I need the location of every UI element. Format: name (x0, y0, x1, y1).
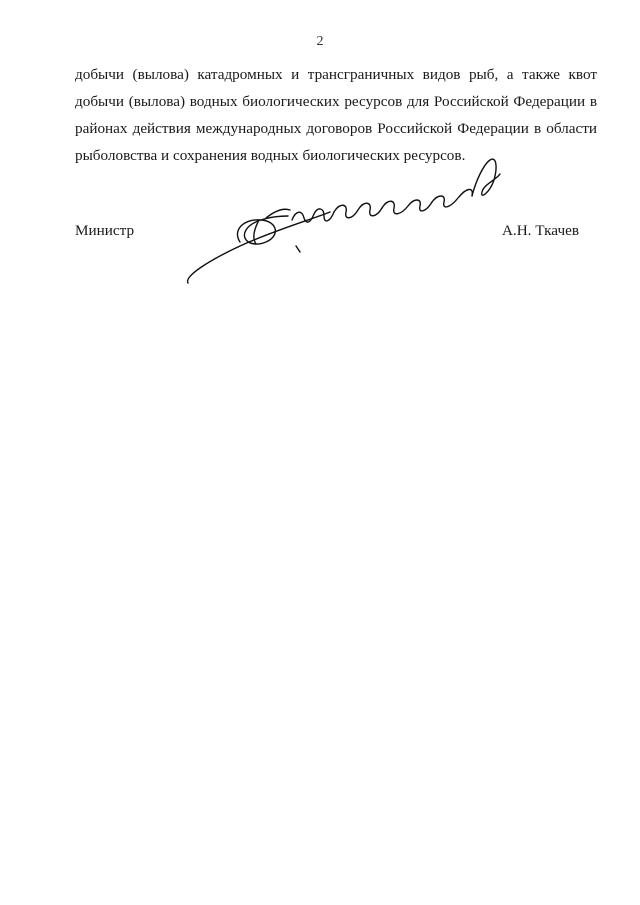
body-line-1: добычи (вылова) катадромных и трансграничных видов рыб, а также квот (75, 66, 597, 83)
page-number: 2 (316, 34, 324, 49)
body-line-4: рыболовства и сохранения водных биологических ресурсов. (75, 147, 466, 164)
signer-name: А.Н. Ткачев (501, 222, 579, 239)
handwritten-signature (180, 150, 520, 290)
body-line-3: районах действия международных договоров Российской Федерации в области (75, 120, 597, 137)
position-title: Министр (75, 222, 135, 239)
body-line-2: добычи (вылова) водных биологических ресурсов для Российской Федерации в (75, 93, 597, 110)
